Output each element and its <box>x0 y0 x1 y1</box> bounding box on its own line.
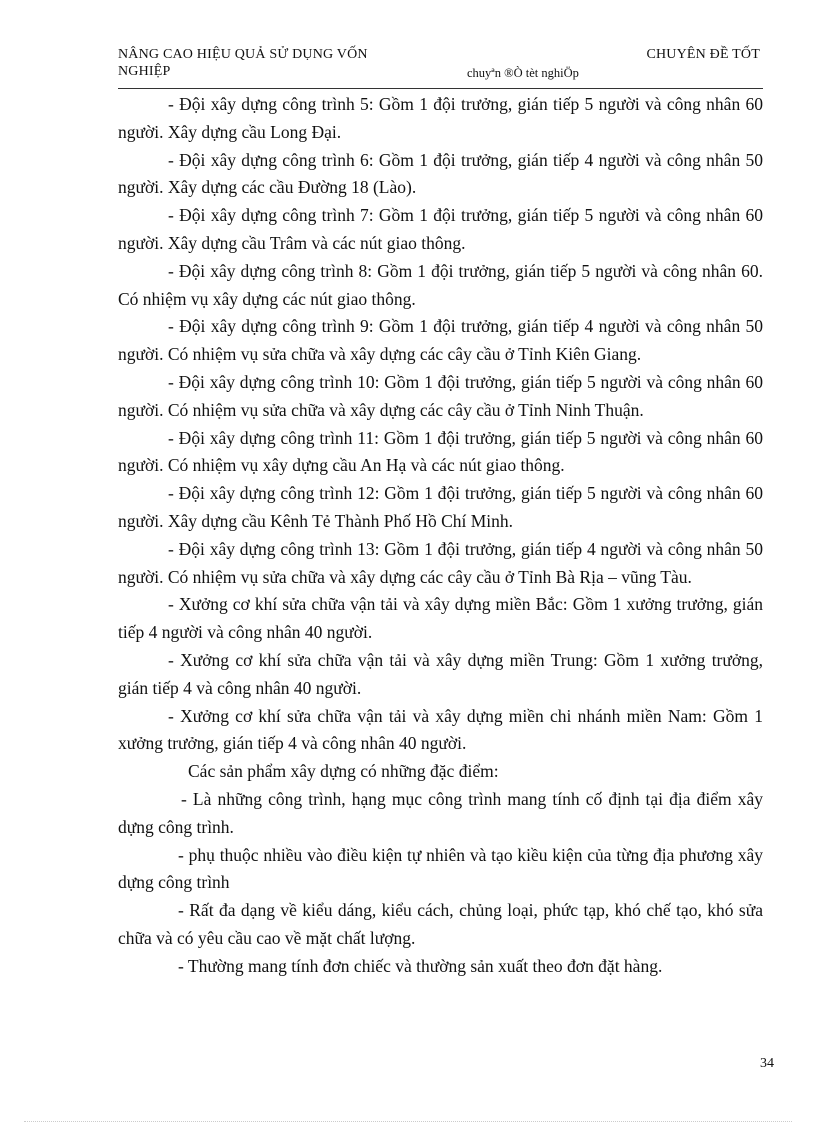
paragraph: - phụ thuộc nhiều vào điều kiện tự nhiên và tạo kiều kiện của từng địa phương xây dựng công trình <box>118 844 763 893</box>
header-center-subtitle: chuyªn ®Ò tèt nghiÖp <box>467 66 579 80</box>
paragraph: - Đội xây dựng công trình 7: Gồm 1 đội trưởng, gián tiếp 5 người và công nhân 60 người. Xây dựng cầu Trâm và các nút giao thông. <box>118 205 763 253</box>
paragraph: - Đội xây dựng công trình 8: Gồm 1 đội trưởng, gián tiếp 5 người và công nhân 60. Có nhiệm vụ xây dựng các nút giao thông. <box>118 260 763 309</box>
paragraph: - Xưởng cơ khí sửa chữa vận tải và xây dựng miền Trung: Gồm 1 xưởng trưởng, gián tiếp 4 và công nhân 40 người. <box>118 649 763 698</box>
paragraph: - Đội xây dựng công trình 9: Gồm 1 đội trưởng, gián tiếp 4 người và công nhân 50 người. Có nhiệm vụ sửa chữa và xây dựng các cây cầu ở Tỉnh Kiên Giang. <box>118 316 763 365</box>
document-body <box>118 91 763 981</box>
paragraph: - Xưởng cơ khí sửa chữa vận tải và xây dựng miền Bắc: Gồm 1 xưởng trưởng, gián tiếp 4 người và công nhân 40 người. <box>118 594 763 643</box>
paragraph: - Đội xây dựng công trình 5: Gồm 1 đội trưởng, gián tiếp 5 người và công nhân 60 người. Xây dựng cầu Long Đại. <box>118 94 763 142</box>
paragraph: - Là những công trình, hạng mục công trình mang tính cố định tại địa điểm xây dựng công trình. <box>118 788 763 837</box>
header-left-line1: NÂNG CAO HIỆU QUẢ SỬ DỤNG VỐN <box>118 47 368 62</box>
paragraph: - Xưởng cơ khí sửa chữa vận tải và xây dựng miền chi nhánh miền Nam: Gồm 1 xưởng trưởng, gián tiếp 4 và công nhân 40 người. <box>118 705 763 754</box>
paragraph: - Đội xây dựng công trình 10: Gồm 1 đội trưởng, gián tiếp 5 người và công nhân 60 người. Có nhiệm vụ sửa chữa và xây dựng các cây cầu ở Tỉnh Ninh Thuận. <box>118 371 763 420</box>
paragraph: - Đội xây dựng công trình 11: Gồm 1 đội trưởng, gián tiếp 5 người và công nhân 60 người. Có nhiệm vụ xây dựng cầu An Hạ và các nút giao thông. <box>118 427 763 476</box>
header-left-title <box>118 46 418 80</box>
header-right-title: CHUYÊN ĐỀ TỐT <box>646 47 760 62</box>
paragraph: - Thường mang tính đơn chiếc và thường sản xuất theo đơn đặt hàng. <box>178 955 663 976</box>
footer-divider <box>24 1121 792 1122</box>
header-left-line2: NGHIỆP <box>118 64 171 79</box>
paragraph: - Đội xây dựng công trình 6: Gồm 1 đội trưởng, gián tiếp 4 người và công nhân 50 người. Xây dựng các cầu Đường 18 (Lào). <box>118 149 763 198</box>
header-divider <box>118 88 763 89</box>
section-intro: Các sản phẩm xây dựng có những đặc điểm: <box>188 761 499 782</box>
paragraph: - Đội xây dựng công trình 12: Gồm 1 đội trưởng, gián tiếp 5 người và công nhân 60 người. Xây dựng cầu Kênh Tẻ Thành Phố Hồ Chí Minh. <box>118 483 763 531</box>
paragraph: - Rất đa dạng về kiểu dáng, kiểu cách, chủng loại, phức tạp, khó chế tạo, khó sửa chữa và có yêu cầu cao về mặt chất lượng. <box>118 900 763 948</box>
paragraph: - Đội xây dựng công trình 13: Gồm 1 đội trưởng, gián tiếp 4 người và công nhân 50 người. Có nhiệm vụ sửa chữa và xây dựng các cây cầu ở Tỉnh Bà Rịa – vũng Tàu. <box>118 538 763 587</box>
page-header <box>118 46 762 88</box>
page-number: 34 <box>760 1056 774 1071</box>
